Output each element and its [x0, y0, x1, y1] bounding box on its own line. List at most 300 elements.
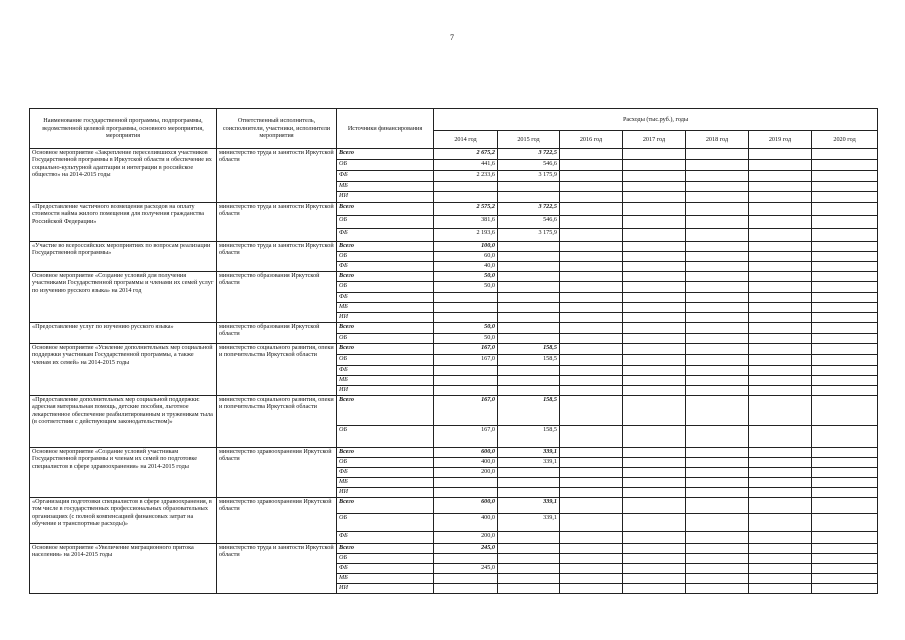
amount-empty [749, 478, 812, 488]
amount-empty [623, 171, 686, 182]
funding-source: ОБ [337, 426, 434, 448]
amount-empty [686, 303, 749, 313]
amount-empty [686, 192, 749, 203]
amount-empty [560, 426, 623, 448]
amount-empty [686, 293, 749, 303]
funding-source: Всего [337, 323, 434, 334]
executor-name: министерство социального развития, опеки и попечительства Иркутской области [217, 396, 337, 448]
amount-empty [623, 262, 686, 272]
amount-empty [560, 149, 623, 160]
amount-y2015: 339,1 [498, 448, 560, 458]
amount-empty [560, 293, 623, 303]
amount-empty [560, 584, 623, 594]
amount-empty [686, 229, 749, 242]
funding-source: МБ [337, 303, 434, 313]
amount-empty [749, 282, 812, 293]
amount-empty [560, 344, 623, 355]
amount-y2014: 400,0 [434, 458, 498, 468]
amount-empty [686, 272, 749, 282]
amount-empty [560, 386, 623, 396]
amount-empty [623, 554, 686, 564]
amount-empty [560, 303, 623, 313]
amount-empty [812, 171, 878, 182]
amount-empty [749, 386, 812, 396]
measure-name: Основное мероприятие «Создание условий для получения участниками Государственной программы и членами их семей услуг по изучению русского языка» на 2014 год [30, 272, 217, 323]
funding-source: ФБ [337, 532, 434, 544]
amount-empty [623, 488, 686, 498]
amount-empty [686, 532, 749, 544]
funding-source: ОБ [337, 458, 434, 468]
amount-empty [686, 396, 749, 426]
amount-y2015 [498, 488, 560, 498]
amount-empty [560, 160, 623, 171]
funding-source: ФБ [337, 262, 434, 272]
amount-empty [623, 242, 686, 252]
amount-y2014: 167,0 [434, 396, 498, 426]
funding-source: ФБ [337, 564, 434, 574]
amount-empty [749, 262, 812, 272]
amount-empty [749, 242, 812, 252]
amount-y2014: 2 675,2 [434, 149, 498, 160]
amount-y2015 [498, 293, 560, 303]
amount-empty [560, 554, 623, 564]
amount-empty [686, 242, 749, 252]
amount-y2014: 167,0 [434, 344, 498, 355]
amount-y2015 [498, 468, 560, 478]
table-row [30, 272, 878, 282]
funding-source: МБ [337, 376, 434, 386]
funding-source: Всего [337, 448, 434, 458]
amount-y2014 [434, 386, 498, 396]
funding-source: Всего [337, 544, 434, 554]
measure-name: «Предоставление дополнительных мер социальной поддержки: адресная материальная помощь, детские пособия, льготное лекарственное обеспечение реабилитированным и труженикам тыла (в соответствии с действующим законодательством)» [30, 396, 217, 448]
amount-empty [560, 216, 623, 229]
amount-empty [686, 544, 749, 554]
amount-empty [560, 448, 623, 458]
funding-source: ИИ [337, 386, 434, 396]
amount-empty [812, 554, 878, 564]
amount-y2014: 100,0 [434, 242, 498, 252]
amount-y2014 [434, 293, 498, 303]
amount-empty [749, 171, 812, 182]
amount-empty [812, 478, 878, 488]
amount-y2014 [434, 313, 498, 323]
amount-y2014: 50,0 [434, 272, 498, 282]
amount-empty [623, 272, 686, 282]
amount-y2015 [498, 544, 560, 554]
amount-empty [749, 488, 812, 498]
amount-empty [812, 303, 878, 313]
amount-empty [812, 396, 878, 426]
amount-empty [812, 426, 878, 448]
budget-table [29, 108, 878, 594]
amount-y2014: 40,0 [434, 262, 498, 272]
amount-empty [686, 160, 749, 171]
amount-empty [623, 564, 686, 574]
amount-empty [812, 376, 878, 386]
amount-empty [749, 160, 812, 171]
amount-empty [560, 334, 623, 344]
amount-empty [623, 366, 686, 376]
amount-empty [623, 478, 686, 488]
amount-y2014: 2 233,6 [434, 171, 498, 182]
funding-source: МБ [337, 574, 434, 584]
amount-empty [623, 514, 686, 532]
amount-empty [812, 282, 878, 293]
measure-name: Основное мероприятие «Усиление дополнительных мер социальной поддержки участникам Государственной программы, а также членам их семей» на 2014-2015 годы [30, 344, 217, 396]
executor-name: министерство труда и занятости Иркутской области [217, 242, 337, 272]
table-row [30, 498, 878, 514]
amount-y2014 [434, 584, 498, 594]
amount-y2015 [498, 366, 560, 376]
executor-name: министерство образования Иркутской области [217, 323, 337, 344]
amount-empty [623, 282, 686, 293]
amount-empty [812, 564, 878, 574]
amount-empty [812, 366, 878, 376]
amount-empty [812, 203, 878, 216]
amount-empty [749, 574, 812, 584]
amount-empty [686, 458, 749, 468]
funding-source: Всего [337, 203, 434, 216]
amount-empty [623, 376, 686, 386]
amount-empty [812, 323, 878, 334]
funding-source: ОБ [337, 514, 434, 532]
header-year: 2016 год [560, 131, 623, 149]
amount-empty [749, 554, 812, 564]
amount-empty [623, 458, 686, 468]
funding-source: ФБ [337, 366, 434, 376]
amount-y2015 [498, 386, 560, 396]
amount-empty [560, 396, 623, 426]
amount-empty [812, 293, 878, 303]
amount-empty [560, 229, 623, 242]
amount-empty [749, 532, 812, 544]
amount-y2014 [434, 478, 498, 488]
amount-empty [749, 293, 812, 303]
amount-y2015: 3 722,5 [498, 149, 560, 160]
header-source: Источники финансирования [337, 109, 434, 149]
amount-y2015 [498, 334, 560, 344]
funding-source: ИИ [337, 584, 434, 594]
amount-y2015: 158,5 [498, 355, 560, 366]
funding-source: ФБ [337, 468, 434, 478]
amount-y2014: 600,0 [434, 498, 498, 514]
amount-empty [812, 216, 878, 229]
amount-empty [560, 272, 623, 282]
amount-y2015 [498, 376, 560, 386]
amount-empty [812, 584, 878, 594]
amount-empty [749, 229, 812, 242]
header-year: 2014 год [434, 131, 498, 149]
funding-source: ФБ [337, 171, 434, 182]
amount-empty [623, 396, 686, 426]
amount-y2014: 50,0 [434, 282, 498, 293]
amount-empty [812, 544, 878, 554]
amount-empty [749, 323, 812, 334]
amount-y2015 [498, 242, 560, 252]
amount-y2014: 60,0 [434, 252, 498, 262]
header-name: Наименование государственной программы, подпрограммы, ведомственной целевой программы, основного мероприятия, мероприятия [30, 109, 217, 149]
amount-empty [623, 355, 686, 366]
amount-empty [686, 203, 749, 216]
funding-source: Всего [337, 242, 434, 252]
amount-empty [812, 149, 878, 160]
funding-source: Всего [337, 498, 434, 514]
amount-empty [749, 448, 812, 458]
amount-empty [560, 323, 623, 334]
amount-empty [623, 584, 686, 594]
amount-empty [812, 532, 878, 544]
amount-y2014: 245,0 [434, 544, 498, 554]
funding-source: Всего [337, 272, 434, 282]
measure-name: «Участие во всероссийских мероприятиях по вопросам реализации Государственной программы» [30, 242, 217, 272]
amount-y2015: 339,1 [498, 514, 560, 532]
executor-name: министерство труда и занятости Иркутской области [217, 544, 337, 594]
measure-name: «Предоставление услуг по изучению русского языка» [30, 323, 217, 344]
amount-empty [686, 262, 749, 272]
amount-empty [749, 514, 812, 532]
amount-y2015: 546,6 [498, 160, 560, 171]
amount-empty [749, 149, 812, 160]
header-year: 2015 год [498, 131, 560, 149]
amount-empty [560, 574, 623, 584]
amount-empty [686, 252, 749, 262]
amount-empty [686, 574, 749, 584]
amount-y2014: 600,0 [434, 448, 498, 458]
amount-y2014 [434, 574, 498, 584]
executor-name: министерство здравоохранения Иркутской области [217, 448, 337, 498]
amount-y2014: 400,0 [434, 514, 498, 532]
header-year: 2018 год [686, 131, 749, 149]
amount-y2015 [498, 532, 560, 544]
measure-name: Основное мероприятие «Увеличение миграционного притока населения» на 2014-2015 годы [30, 544, 217, 594]
amount-y2014: 200,0 [434, 532, 498, 544]
amount-empty [686, 468, 749, 478]
amount-empty [812, 192, 878, 203]
amount-empty [623, 149, 686, 160]
measure-name: «Организация подготовки специалистов в сфере здравоохранения, в том числе в государственных профессиональных образовательных организациях (с полной компенсацией финансовых затрат на обучение и транспортные расходы)» [30, 498, 217, 544]
amount-empty [560, 242, 623, 252]
amount-y2015 [498, 252, 560, 262]
amount-empty [812, 334, 878, 344]
amount-empty [560, 564, 623, 574]
funding-source: ОБ [337, 160, 434, 171]
funding-source: ИИ [337, 192, 434, 203]
amount-empty [749, 303, 812, 313]
amount-empty [749, 313, 812, 323]
funding-source: ИИ [337, 313, 434, 323]
budget-body [30, 149, 878, 594]
amount-y2014 [434, 554, 498, 564]
amount-empty [560, 532, 623, 544]
funding-source: МБ [337, 182, 434, 192]
amount-empty [560, 182, 623, 192]
amount-y2014: 167,0 [434, 355, 498, 366]
amount-empty [749, 366, 812, 376]
amount-empty [812, 458, 878, 468]
amount-empty [560, 313, 623, 323]
amount-empty [812, 574, 878, 584]
page-number: 7 [450, 33, 454, 42]
measure-name: Основное мероприятие «Закрепление переселившихся участников Государственной программы в Иркутской области и обеспечение их социально-культурной адаптации и интеграции в российское общество» на 2014-2015 годы [30, 149, 217, 203]
amount-empty [623, 229, 686, 242]
amount-empty [686, 514, 749, 532]
table-row [30, 323, 878, 334]
amount-y2014: 200,0 [434, 468, 498, 478]
amount-y2015 [498, 478, 560, 488]
amount-y2014: 2 575,2 [434, 203, 498, 216]
amount-y2014: 167,0 [434, 426, 498, 448]
funding-source: ОБ [337, 355, 434, 366]
amount-empty [812, 272, 878, 282]
amount-empty [749, 355, 812, 366]
amount-y2015 [498, 323, 560, 334]
amount-y2015 [498, 182, 560, 192]
amount-empty [560, 468, 623, 478]
amount-empty [686, 366, 749, 376]
funding-source: ОБ [337, 216, 434, 229]
funding-source: ФБ [337, 293, 434, 303]
amount-empty [812, 514, 878, 532]
amount-empty [686, 554, 749, 564]
amount-empty [623, 252, 686, 262]
amount-y2014 [434, 182, 498, 192]
header-year: 2020 год [812, 131, 878, 149]
amount-empty [623, 468, 686, 478]
amount-empty [812, 488, 878, 498]
amount-empty [749, 544, 812, 554]
amount-empty [686, 478, 749, 488]
amount-empty [686, 216, 749, 229]
amount-y2014 [434, 192, 498, 203]
amount-empty [560, 488, 623, 498]
amount-empty [749, 584, 812, 594]
amount-y2014: 441,6 [434, 160, 498, 171]
table-row [30, 149, 878, 160]
amount-y2014: 50,0 [434, 334, 498, 344]
amount-empty [560, 458, 623, 468]
amount-empty [560, 376, 623, 386]
table-row [30, 242, 878, 252]
amount-y2015 [498, 584, 560, 594]
amount-empty [560, 262, 623, 272]
funding-source: Всего [337, 149, 434, 160]
amount-empty [812, 252, 878, 262]
amount-empty [749, 192, 812, 203]
amount-empty [623, 160, 686, 171]
amount-y2015: 158,5 [498, 344, 560, 355]
amount-empty [686, 488, 749, 498]
amount-y2015: 3 175,9 [498, 171, 560, 182]
amount-empty [560, 478, 623, 488]
amount-empty [623, 448, 686, 458]
amount-empty [812, 229, 878, 242]
amount-empty [812, 468, 878, 478]
amount-empty [560, 282, 623, 293]
amount-empty [560, 498, 623, 514]
amount-empty [560, 203, 623, 216]
amount-empty [560, 366, 623, 376]
amount-empty [812, 242, 878, 252]
amount-empty [686, 313, 749, 323]
amount-empty [686, 355, 749, 366]
amount-empty [749, 272, 812, 282]
amount-empty [623, 532, 686, 544]
amount-y2014: 245,0 [434, 564, 498, 574]
amount-empty [623, 498, 686, 514]
amount-empty [749, 564, 812, 574]
amount-empty [686, 376, 749, 386]
amount-empty [749, 396, 812, 426]
amount-empty [749, 498, 812, 514]
amount-empty [623, 344, 686, 355]
amount-y2015: 3 175,9 [498, 229, 560, 242]
amount-empty [812, 313, 878, 323]
amount-y2015 [498, 192, 560, 203]
amount-empty [812, 182, 878, 192]
amount-y2015: 3 722,5 [498, 203, 560, 216]
amount-empty [686, 498, 749, 514]
amount-empty [812, 498, 878, 514]
amount-empty [749, 182, 812, 192]
amount-empty [623, 544, 686, 554]
amount-empty [623, 182, 686, 192]
amount-empty [812, 355, 878, 366]
table-row [30, 396, 878, 426]
amount-empty [560, 192, 623, 203]
amount-empty [686, 448, 749, 458]
amount-empty [812, 160, 878, 171]
table-row [30, 544, 878, 554]
amount-empty [623, 386, 686, 396]
amount-empty [686, 584, 749, 594]
amount-y2015 [498, 262, 560, 272]
funding-source: Всего [337, 396, 434, 426]
amount-empty [686, 149, 749, 160]
amount-y2015: 546,6 [498, 216, 560, 229]
amount-empty [749, 376, 812, 386]
amount-y2015: 158,5 [498, 426, 560, 448]
executor-name: министерство образования Иркутской области [217, 272, 337, 323]
amount-y2014: 381,6 [434, 216, 498, 229]
executor-name: министерство труда и занятости Иркутской области [217, 203, 337, 242]
amount-empty [749, 203, 812, 216]
amount-empty [560, 355, 623, 366]
amount-empty [812, 262, 878, 272]
header-year: 2019 год [749, 131, 812, 149]
executor-name: министерство труда и занятости Иркутской области [217, 149, 337, 203]
amount-y2014 [434, 488, 498, 498]
amount-empty [749, 426, 812, 448]
amount-y2015 [498, 564, 560, 574]
amount-empty [749, 334, 812, 344]
funding-source: ОБ [337, 252, 434, 262]
amount-empty [686, 426, 749, 448]
amount-empty [686, 282, 749, 293]
amount-empty [623, 303, 686, 313]
amount-y2015 [498, 574, 560, 584]
amount-y2015 [498, 282, 560, 293]
funding-source: ОБ [337, 282, 434, 293]
amount-empty [623, 574, 686, 584]
executor-name: министерство здравоохранения Иркутской области [217, 498, 337, 544]
amount-empty [812, 448, 878, 458]
funding-source: Всего [337, 344, 434, 355]
funding-source: МБ [337, 478, 434, 488]
header-executor: Ответственный исполнитель, соисполнители, участники, исполнители мероприятия [217, 109, 337, 149]
amount-y2015 [498, 303, 560, 313]
amount-y2015 [498, 554, 560, 564]
